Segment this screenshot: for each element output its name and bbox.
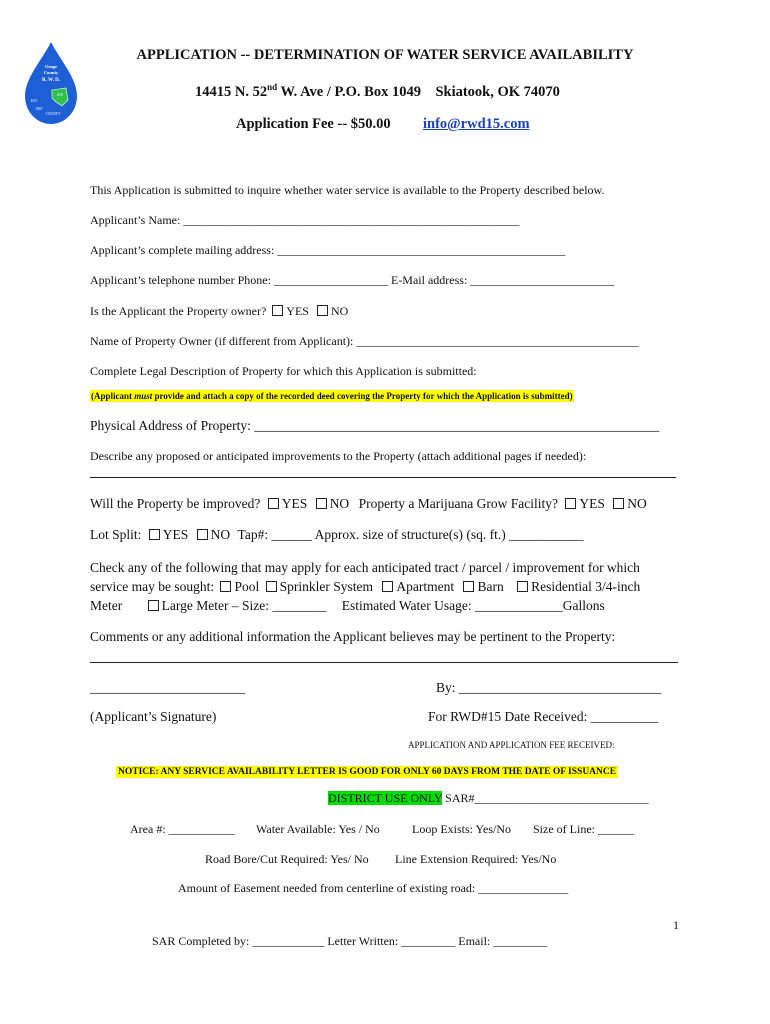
page-title xyxy=(0,47,770,64)
application-fee: Application Fee -- $50.00 xyxy=(236,116,391,132)
check-line-3 xyxy=(90,598,605,614)
logo-text-3: R. W. D. xyxy=(42,78,60,83)
owner-no-checkbox[interactable] xyxy=(317,305,328,316)
lot-split-no-label: NO xyxy=(210,527,231,542)
property-owner-field[interactable]: Name of Property Owner (if different from Applicant): _______________________________________________ xyxy=(90,334,639,348)
owner-question xyxy=(90,304,348,319)
attach-pre: (Applicant xyxy=(91,391,135,401)
logo-text-7: COUNTY xyxy=(45,112,61,116)
email-link[interactable]: info@rwd15.com xyxy=(423,116,530,132)
page-number: 1 xyxy=(673,918,679,932)
improved-yes-checkbox[interactable] xyxy=(268,498,279,509)
physical-address-field[interactable]: Physical Address of Property: ____________________________________________________________ xyxy=(90,418,660,433)
sar-field[interactable]: SAR#_____________________________ xyxy=(442,791,649,805)
attach-deed-notice xyxy=(90,390,574,402)
check-line-2 xyxy=(90,579,640,595)
usage-field[interactable]: Estimated Water Usage: _____________Gallons xyxy=(341,598,605,613)
improvements-label: Describe any proposed or anticipated improvements to the Property (attach additional pages if needed): xyxy=(90,449,587,463)
pool-label: Pool xyxy=(234,579,260,594)
signature-label: (Applicant’s Signature) xyxy=(90,709,217,724)
owner-yes-checkbox[interactable] xyxy=(272,305,283,316)
district-use-row xyxy=(328,791,648,806)
residential-label: Residential 3/4-inch xyxy=(531,579,641,594)
marijuana-label: Property a Marijuana Grow Facility? xyxy=(358,496,559,511)
received-label: APPLICATION AND APPLICATION FEE RECEIVED: xyxy=(408,740,615,750)
marijuana-yes-label: YES xyxy=(579,496,605,511)
title-text: APPLICATION -- DETERMINATION OF WATER SERVICE AVAILABILITY xyxy=(136,47,634,63)
sprinkler-checkbox[interactable] xyxy=(266,581,277,592)
pool-checkbox[interactable] xyxy=(220,581,231,592)
owner-yes-label: YES xyxy=(286,304,309,318)
marijuana-yes-checkbox[interactable] xyxy=(565,498,576,509)
address-suffix: W. Ave / P.O. Box 1049 Skiatook, OK 74070 xyxy=(277,83,560,100)
large-meter-checkbox[interactable] xyxy=(148,600,159,611)
logo-text-4: #15 xyxy=(57,92,63,97)
logo-text-2: County xyxy=(43,70,59,75)
logo-text-6: 1967 xyxy=(35,107,43,111)
date-received-field[interactable]: For RWD#15 Date Received: __________ xyxy=(428,709,659,724)
attach-post: provide and attach a copy of the recorded deed covering the Property for which the Application is submitted) xyxy=(152,391,573,401)
barn-checkbox[interactable] xyxy=(463,581,474,592)
service-sought-label: service may be sought: xyxy=(90,579,215,594)
sprinkler-label: Sprinkler System xyxy=(279,579,373,594)
by-field[interactable]: By: ______________________________ xyxy=(436,680,662,695)
road-bore-field: Road Bore/Cut Required: Yes/ No xyxy=(205,852,369,866)
apartment-label: Apartment xyxy=(396,579,455,594)
address-prefix: 14415 N. 52 xyxy=(195,83,268,100)
phone-email-field[interactable]: Applicant’s telephone number Phone: ___________________ E-Mail address: ________________________ xyxy=(90,273,615,287)
owner-no-label: NO xyxy=(330,304,349,318)
apartment-checkbox[interactable] xyxy=(382,581,393,592)
meter-label: Meter xyxy=(90,598,123,613)
address-line xyxy=(195,82,560,101)
logo-text-1: Osage xyxy=(45,64,57,69)
improved-label: Will the Property be improved? xyxy=(90,496,261,511)
easement-field[interactable]: Amount of Easement needed from centerline of existing road: _______________ xyxy=(178,881,569,895)
lot-split-no-checkbox[interactable] xyxy=(197,529,208,540)
mailing-address-field[interactable]: Applicant’s complete mailing address: ________________________________________________ xyxy=(90,243,566,257)
improved-no-checkbox[interactable] xyxy=(316,498,327,509)
lot-split-yes-checkbox[interactable] xyxy=(149,529,160,540)
large-meter-field[interactable]: Large Meter – Size: ________ xyxy=(161,598,327,613)
intro-text: This Application is submitted to inquire whether water service is available to the Property described below. xyxy=(90,183,605,197)
lot-split-yes-label: YES xyxy=(162,527,189,542)
improved-no-label: NO xyxy=(329,496,350,511)
loop-exists-field: Loop Exists: Yes/No xyxy=(412,822,512,836)
water-available-field: Water Available: Yes / No xyxy=(256,822,380,836)
lot-split-row xyxy=(90,527,583,543)
area-field[interactable]: Area #: ___________ xyxy=(130,822,235,836)
tap-field[interactable]: Tap#: ______ Approx. size of structure(s) (sq. ft.) ___________ xyxy=(237,527,584,542)
signature-line[interactable]: _______________________ xyxy=(90,680,246,695)
marijuana-no-label: NO xyxy=(627,496,647,511)
improved-question xyxy=(90,496,647,512)
residential-checkbox[interactable] xyxy=(517,581,528,592)
address-sup: nd xyxy=(267,82,278,92)
improved-yes-label: YES xyxy=(281,496,308,511)
notice-banner: NOTICE: ANY SERVICE AVAILABILITY LETTER IS GOOD FOR ONLY 60 DAYS FROM THE DATE OF ISSUANCE xyxy=(118,767,617,777)
line-extension-field: Line Extension Required: Yes/No xyxy=(395,852,557,866)
district-use-label: DISTRICT USE ONLY xyxy=(328,791,443,805)
comments-line[interactable] xyxy=(90,662,678,663)
logo-text-5: EST xyxy=(30,99,38,103)
sar-completed-field[interactable]: SAR Completed by: ____________ Letter Written: _________ Email: _________ xyxy=(152,934,548,948)
attach-must: must xyxy=(134,391,153,401)
marijuana-no-checkbox[interactable] xyxy=(613,498,624,509)
legal-description-label: Complete Legal Description of Property for which this Application is submitted: xyxy=(90,364,477,378)
comments-label: Comments or any additional information the Applicant believes may be pertinent to the Property: xyxy=(90,629,616,644)
improvements-line[interactable] xyxy=(90,477,676,478)
barn-label: Barn xyxy=(477,579,504,594)
owner-question-label: Is the Applicant the Property owner? xyxy=(90,304,267,318)
check-line-1: Check any of the following that may apply for each anticipated tract / parcel / improvement for which xyxy=(90,560,640,575)
line-size-field[interactable]: Size of Line: ______ xyxy=(533,822,634,836)
applicant-name-field[interactable]: Applicant’s Name: ________________________________________________________ xyxy=(90,213,520,227)
lot-split-label: Lot Split: xyxy=(90,527,142,542)
